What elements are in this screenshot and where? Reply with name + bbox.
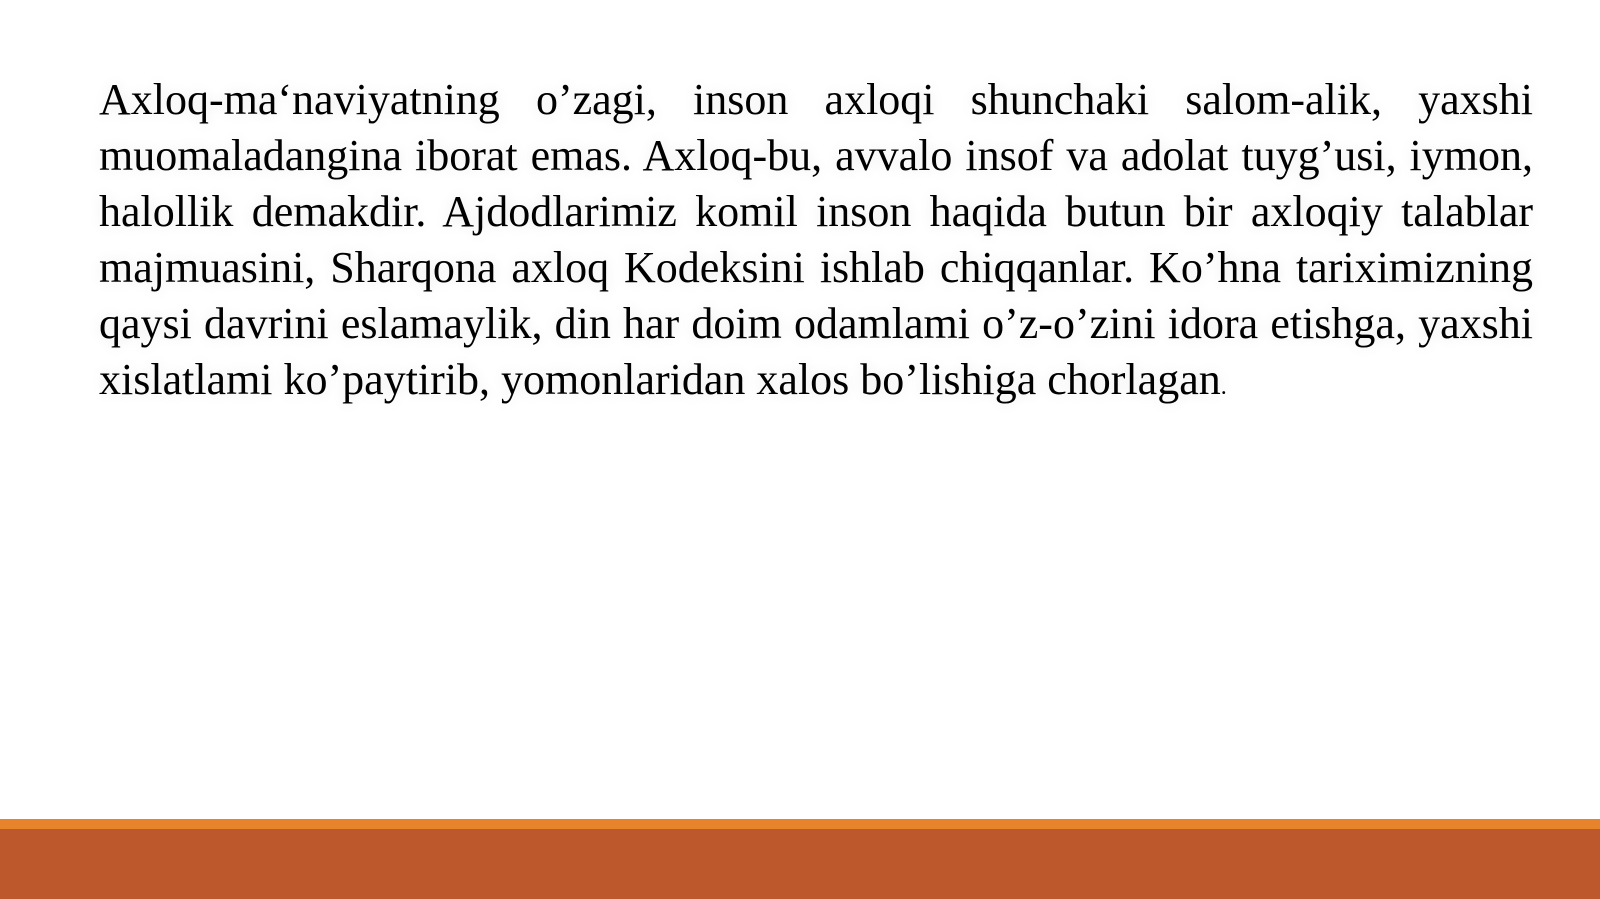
body-paragraph [99,72,1533,415]
body-tail-period: . [1220,374,1227,400]
footer-accent-stripe [0,819,1600,829]
footer-bar [0,829,1600,899]
body-text: Axloq-ma‘naviyatning o’zagi, inson axloqi shunchaki salom-alik, yaxshi muomaladangina iborat emas. Axloq-bu, avvalo insof va adolat tuyg’usi, iymon, halollik demakdir. Ajdodlarimiz komil inson haqida butun bir axloqiy talablar majmuasini, Sharqona axloq Kodeksini ishlab chiqqanlar. Ko’hna tariximizning qaysi davrini eslamaylik, din har doim odamlami o’z-o’zini idora etishga, yaxshi xislatlami ko’paytirib, yomonlaridan xalos bo’lishiga chorlagan [99,75,1533,404]
